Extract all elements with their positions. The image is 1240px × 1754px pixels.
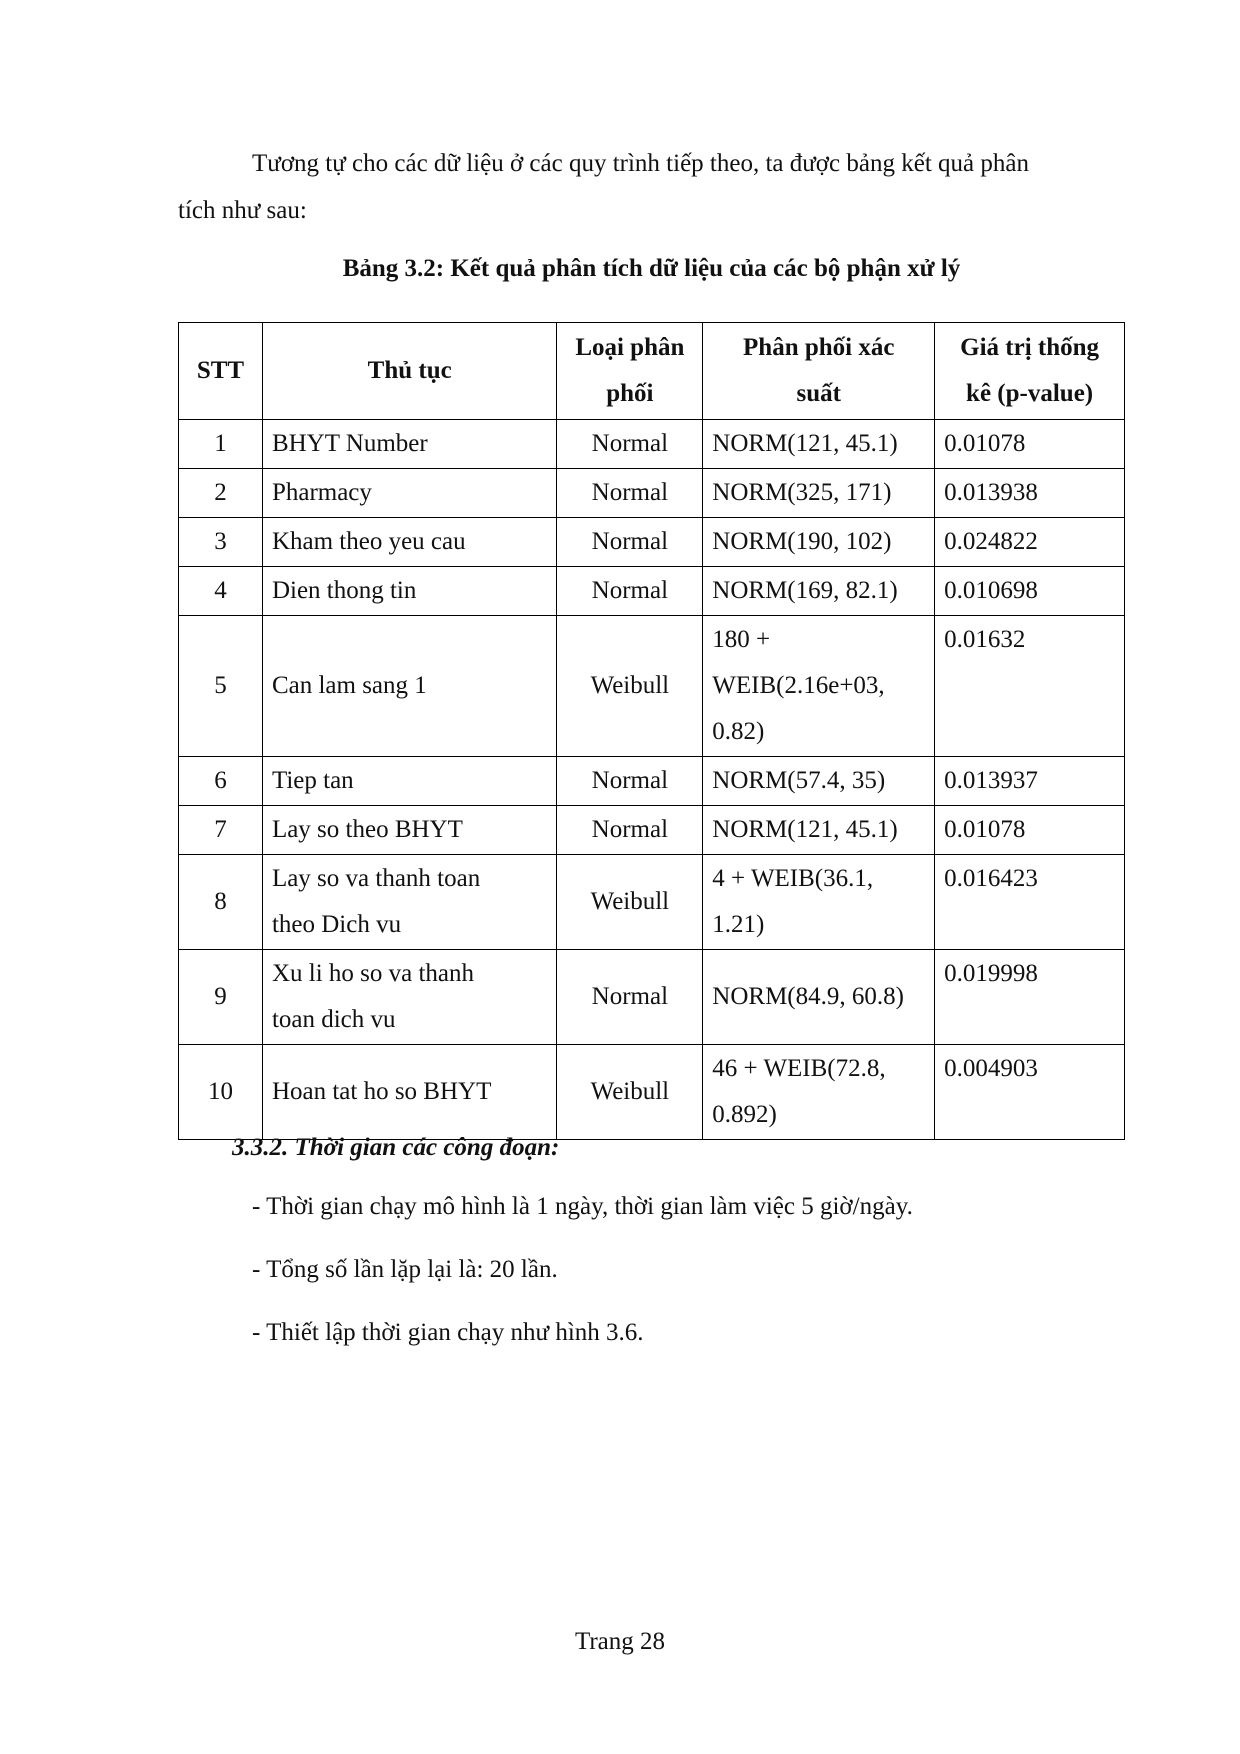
cell-pvalue: 0.024822: [935, 518, 1125, 567]
cell-procedure: Tiep tan: [262, 757, 557, 806]
cell-stt: 8: [179, 855, 263, 950]
cell-distribution: Normal: [557, 806, 703, 855]
cell-distribution: Normal: [557, 950, 703, 1045]
cell-stt: 2: [179, 469, 263, 518]
table-row: [179, 567, 1125, 616]
cell-procedure: Can lam sang 1: [262, 616, 557, 757]
table-row: [179, 469, 1125, 518]
cell-procedure: Lay so va thanh toan theo Dich vu: [262, 855, 557, 950]
cell-probability: NORM(169, 82.1): [703, 567, 935, 616]
intro-paragraph: [178, 140, 1098, 234]
header-procedure: Thủ tục: [262, 323, 557, 420]
cell-procedure: Lay so theo BHYT: [262, 806, 557, 855]
bullet-list: [252, 1190, 913, 1379]
cell-probability: 4 + WEIB(36.1, 1.21): [703, 855, 935, 950]
cell-procedure: BHYT Number: [262, 420, 557, 469]
cell-pvalue: 0.01078: [935, 420, 1125, 469]
cell-probability: NORM(57.4, 35): [703, 757, 935, 806]
table-caption: Bảng 3.2: Kết quả phân tích dữ liệu của các bộ phận xử lý: [342, 255, 961, 282]
header-pvalue: Giá trị thống kê (p-value): [935, 323, 1125, 420]
cell-procedure: Kham theo yeu cau: [262, 518, 557, 567]
cell-probability: 46 + WEIB(72.8, 0.892): [703, 1045, 935, 1140]
cell-pvalue: 0.013937: [935, 757, 1125, 806]
cell-probability: 180 + WEIB(2.16e+03, 0.82): [703, 616, 935, 757]
cell-procedure: Xu li ho so va thanh toan dich vu: [262, 950, 557, 1045]
intro-line-1: Tương tự cho các dữ liệu ở các quy trình tiếp theo, ta được bảng kết quả phân: [252, 150, 1029, 177]
header-probability: Phân phối xác suất: [703, 323, 935, 420]
cell-pvalue: 0.010698: [935, 567, 1125, 616]
cell-pvalue: 0.01632: [935, 616, 1125, 757]
table-row: [179, 616, 1125, 757]
cell-distribution: Weibull: [557, 855, 703, 950]
cell-distribution: Normal: [557, 420, 703, 469]
list-item: - Thời gian chạy mô hình là 1 ngày, thời gian làm việc 5 giờ/ngày.: [252, 1193, 913, 1220]
cell-distribution: Normal: [557, 757, 703, 806]
cell-probability: NORM(121, 45.1): [703, 420, 935, 469]
cell-stt: 10: [179, 1045, 263, 1140]
cell-probability: NORM(325, 171): [703, 469, 935, 518]
cell-probability: NORM(190, 102): [703, 518, 935, 567]
table-row: [179, 806, 1125, 855]
cell-distribution: Weibull: [557, 1045, 703, 1140]
results-table: [178, 322, 1125, 1140]
table-row: [179, 950, 1125, 1045]
table-row: [179, 757, 1125, 806]
cell-stt: 3: [179, 518, 263, 567]
cell-pvalue: 0.004903: [935, 1045, 1125, 1140]
cell-probability: NORM(121, 45.1): [703, 806, 935, 855]
table-row: [179, 855, 1125, 950]
cell-probability: NORM(84.9, 60.8): [703, 950, 935, 1045]
intro-line-2: tích như sau:: [178, 197, 307, 224]
list-item: - Thiết lập thời gian chạy như hình 3.6.: [252, 1319, 644, 1346]
header-stt: STT: [179, 323, 263, 420]
cell-distribution: Weibull: [557, 616, 703, 757]
cell-procedure: Pharmacy: [262, 469, 557, 518]
cell-stt: 7: [179, 806, 263, 855]
table-header-row: [179, 323, 1125, 420]
header-distribution: Loại phân phối: [557, 323, 703, 420]
table-row: [179, 518, 1125, 567]
cell-stt: 9: [179, 950, 263, 1045]
section-heading: 3.3.2. Thời gian các công đoạn:: [232, 1134, 560, 1161]
page-number: Trang 28: [574, 1628, 666, 1655]
cell-pvalue: 0.013938: [935, 469, 1125, 518]
cell-stt: 6: [179, 757, 263, 806]
cell-pvalue: 0.016423: [935, 855, 1125, 950]
cell-stt: 1: [179, 420, 263, 469]
table-row: [179, 1045, 1125, 1140]
cell-stt: 4: [179, 567, 263, 616]
cell-procedure: Hoan tat ho so BHYT: [262, 1045, 557, 1140]
cell-distribution: Normal: [557, 469, 703, 518]
cell-pvalue: 0.019998: [935, 950, 1125, 1045]
cell-stt: 5: [179, 616, 263, 757]
cell-procedure: Dien thong tin: [262, 567, 557, 616]
cell-distribution: Normal: [557, 518, 703, 567]
list-item: - Tổng số lần lặp lại là: 20 lần.: [252, 1256, 558, 1283]
cell-pvalue: 0.01078: [935, 806, 1125, 855]
cell-distribution: Normal: [557, 567, 703, 616]
table-row: [179, 420, 1125, 469]
